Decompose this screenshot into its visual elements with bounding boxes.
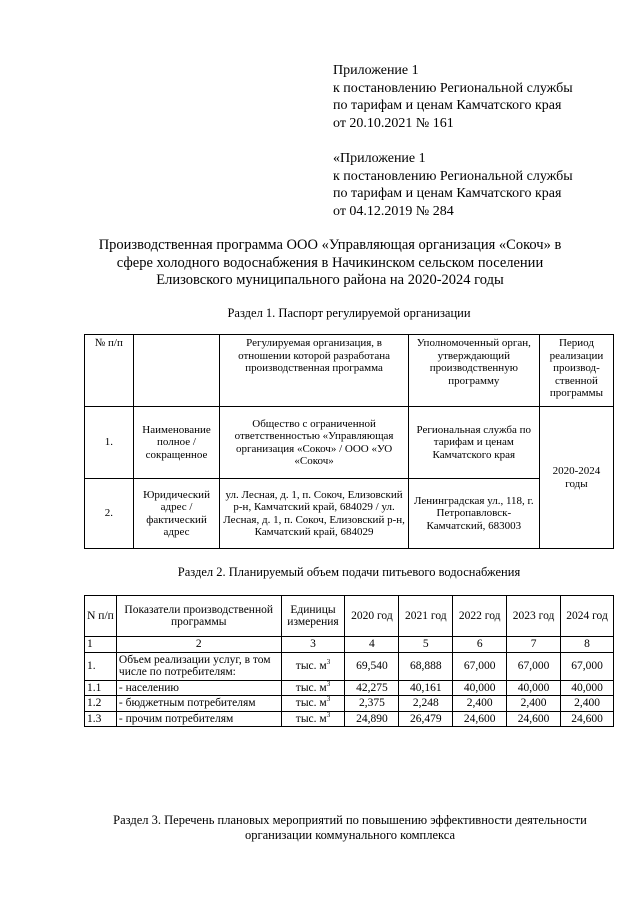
header-org: Регулируемая организация, в отношении которой разработана производственная программа bbox=[220, 335, 408, 407]
header-unit: Единицы измерения bbox=[281, 596, 345, 637]
unit-superscript: 3 bbox=[326, 679, 331, 688]
row-num: 1.1 bbox=[85, 680, 117, 696]
row-value: 40,000 bbox=[507, 680, 561, 696]
row-num: 1. bbox=[85, 652, 117, 680]
col-number: 1 bbox=[85, 637, 117, 653]
header-year: 2024 год bbox=[561, 596, 614, 637]
org-name: Общество с ограниченной ответственностью «Управляющая организация «Сокоч» / ООО «УО «Сокоч» bbox=[220, 407, 408, 479]
header-indicator: Показатели производственной программы bbox=[116, 596, 281, 637]
section1-heading: Раздел 1. Паспорт регулируемой организации bbox=[227, 306, 471, 320]
table-header-row bbox=[85, 335, 614, 407]
row-value: 69,540 bbox=[345, 652, 399, 680]
row-num: 1.2 bbox=[85, 696, 117, 712]
row-value: 24,600 bbox=[507, 711, 561, 727]
row-value: 42,275 bbox=[345, 680, 399, 696]
title-line: Производственная программа ООО «Управляющая организация «Сокоч» в bbox=[98, 237, 562, 253]
row-name: Объем реализации услуг, в том числе по потребителям: bbox=[116, 652, 281, 680]
col-number: 6 bbox=[453, 637, 507, 653]
org-address: ул. Лесная, д. 1, п. Сокоч, Елизовский р-н, Камчатский край, 684029 / ул. Лесная, д. 1, п. Сокоч, Елизовский р-н, Камчатский край, 684029 bbox=[220, 479, 408, 549]
row-unit bbox=[281, 680, 345, 696]
row-value: 24,600 bbox=[453, 711, 507, 727]
appendix-line: от 04.12.2019 № 284 bbox=[333, 203, 454, 219]
header-year: 2021 год bbox=[399, 596, 453, 637]
period-value: 2020-2024 годы bbox=[539, 407, 613, 549]
col-number: 3 bbox=[281, 637, 345, 653]
authority-name: Региональная служба по тарифам и ценам Камчатского края bbox=[408, 407, 539, 479]
appendix-line: по тарифам и ценам Камчатского края bbox=[333, 186, 562, 201]
section2-heading: Раздел 2. Планируемый объем подачи питьевого водоснабжения bbox=[177, 565, 521, 579]
unit-text: тыс. м bbox=[295, 659, 327, 672]
row-value: 24,600 bbox=[561, 711, 614, 727]
appendix-line: «Приложение 1 bbox=[333, 151, 426, 166]
row-unit bbox=[281, 696, 345, 712]
table-row bbox=[85, 711, 614, 727]
row-value: 2,400 bbox=[561, 696, 614, 712]
row-value: 26,479 bbox=[399, 711, 453, 727]
document-title bbox=[60, 237, 600, 290]
unit-text: тыс. м bbox=[295, 697, 327, 709]
header-year: 2023 год bbox=[507, 596, 561, 637]
appendix-line: по тарифам и ценам Камчатского края bbox=[333, 98, 562, 113]
row-label: Юридический адрес / фактический адрес bbox=[133, 479, 220, 549]
table-header-row bbox=[85, 596, 614, 637]
unit-superscript: 3 bbox=[326, 657, 331, 666]
table-row bbox=[85, 407, 614, 479]
section3-heading-line: организации коммунального комплекса bbox=[244, 828, 456, 842]
appendix-line: к постановлению Региональной службы bbox=[333, 80, 573, 96]
col-number: 2 bbox=[116, 637, 281, 653]
section3-heading-line: Раздел 3. Перечень плановых мероприятий по повышению эффективности деятельности bbox=[113, 813, 587, 827]
title-line: Елизовского муниципального района на 2020-2024 годы bbox=[156, 272, 504, 288]
header-year: 2020 год bbox=[345, 596, 399, 637]
col-number: 4 bbox=[345, 637, 399, 653]
appendix-line: к постановлению Региональной службы bbox=[333, 168, 573, 184]
authority-address: Ленинградская ул., 118, г. Петропавловск-Камчатский, 683003 bbox=[408, 479, 539, 549]
appendix-line: Приложение 1 bbox=[333, 63, 419, 78]
header-authority: Уполномоченный орган, утверждающий производственную программу bbox=[408, 335, 539, 407]
table-row bbox=[85, 479, 614, 549]
header-period: Период реализации производ-ственной программы bbox=[539, 335, 613, 407]
header-num: N п/п bbox=[85, 596, 117, 637]
appendix-header-original bbox=[333, 150, 573, 220]
unit-text: тыс. м bbox=[295, 681, 327, 694]
row-value: 40,000 bbox=[453, 680, 507, 696]
organization-passport-table bbox=[84, 334, 614, 549]
row-num: 2. bbox=[85, 479, 134, 549]
header-year: 2022 год bbox=[453, 596, 507, 637]
row-label: Наименование полное / сокращенное bbox=[133, 407, 220, 479]
row-unit bbox=[281, 711, 345, 727]
row-value: 67,000 bbox=[453, 652, 507, 680]
row-value: 67,000 bbox=[561, 652, 614, 680]
col-number: 8 bbox=[561, 637, 614, 653]
water-supply-volume-table bbox=[84, 595, 614, 727]
table-row bbox=[85, 696, 614, 712]
row-num: 1. bbox=[85, 407, 134, 479]
appendix-header-current bbox=[333, 62, 573, 132]
title-line: сфере холодного водоснабжения в Начикинском сельском поселении bbox=[116, 254, 544, 271]
row-value: 68,888 bbox=[399, 652, 453, 680]
row-value: 24,890 bbox=[345, 711, 399, 727]
col-number: 7 bbox=[507, 637, 561, 653]
row-num: 1.3 bbox=[85, 711, 117, 727]
row-name: - бюджетным потребителям bbox=[116, 696, 281, 712]
header-empty bbox=[133, 335, 220, 407]
row-value: 2,400 bbox=[453, 696, 507, 712]
header-num: № п/п bbox=[85, 335, 134, 407]
appendix-line: от 20.10.2021 № 161 bbox=[333, 115, 454, 131]
col-number: 5 bbox=[399, 637, 453, 653]
row-name: - прочим потребителям bbox=[116, 711, 281, 727]
unit-text: тыс. м bbox=[295, 712, 327, 725]
row-value: 2,248 bbox=[399, 696, 453, 712]
row-name: - населению bbox=[116, 680, 281, 696]
table-row bbox=[85, 680, 614, 696]
row-value: 67,000 bbox=[507, 652, 561, 680]
row-value: 40,161 bbox=[399, 680, 453, 696]
unit-superscript: 3 bbox=[326, 695, 331, 704]
table-row bbox=[85, 652, 614, 680]
section3-heading bbox=[60, 813, 640, 843]
row-unit bbox=[281, 652, 345, 680]
column-number-row bbox=[85, 637, 614, 653]
row-value: 40,000 bbox=[561, 680, 614, 696]
unit-superscript: 3 bbox=[326, 710, 331, 719]
row-value: 2,375 bbox=[345, 696, 399, 712]
row-value: 2,400 bbox=[507, 696, 561, 712]
